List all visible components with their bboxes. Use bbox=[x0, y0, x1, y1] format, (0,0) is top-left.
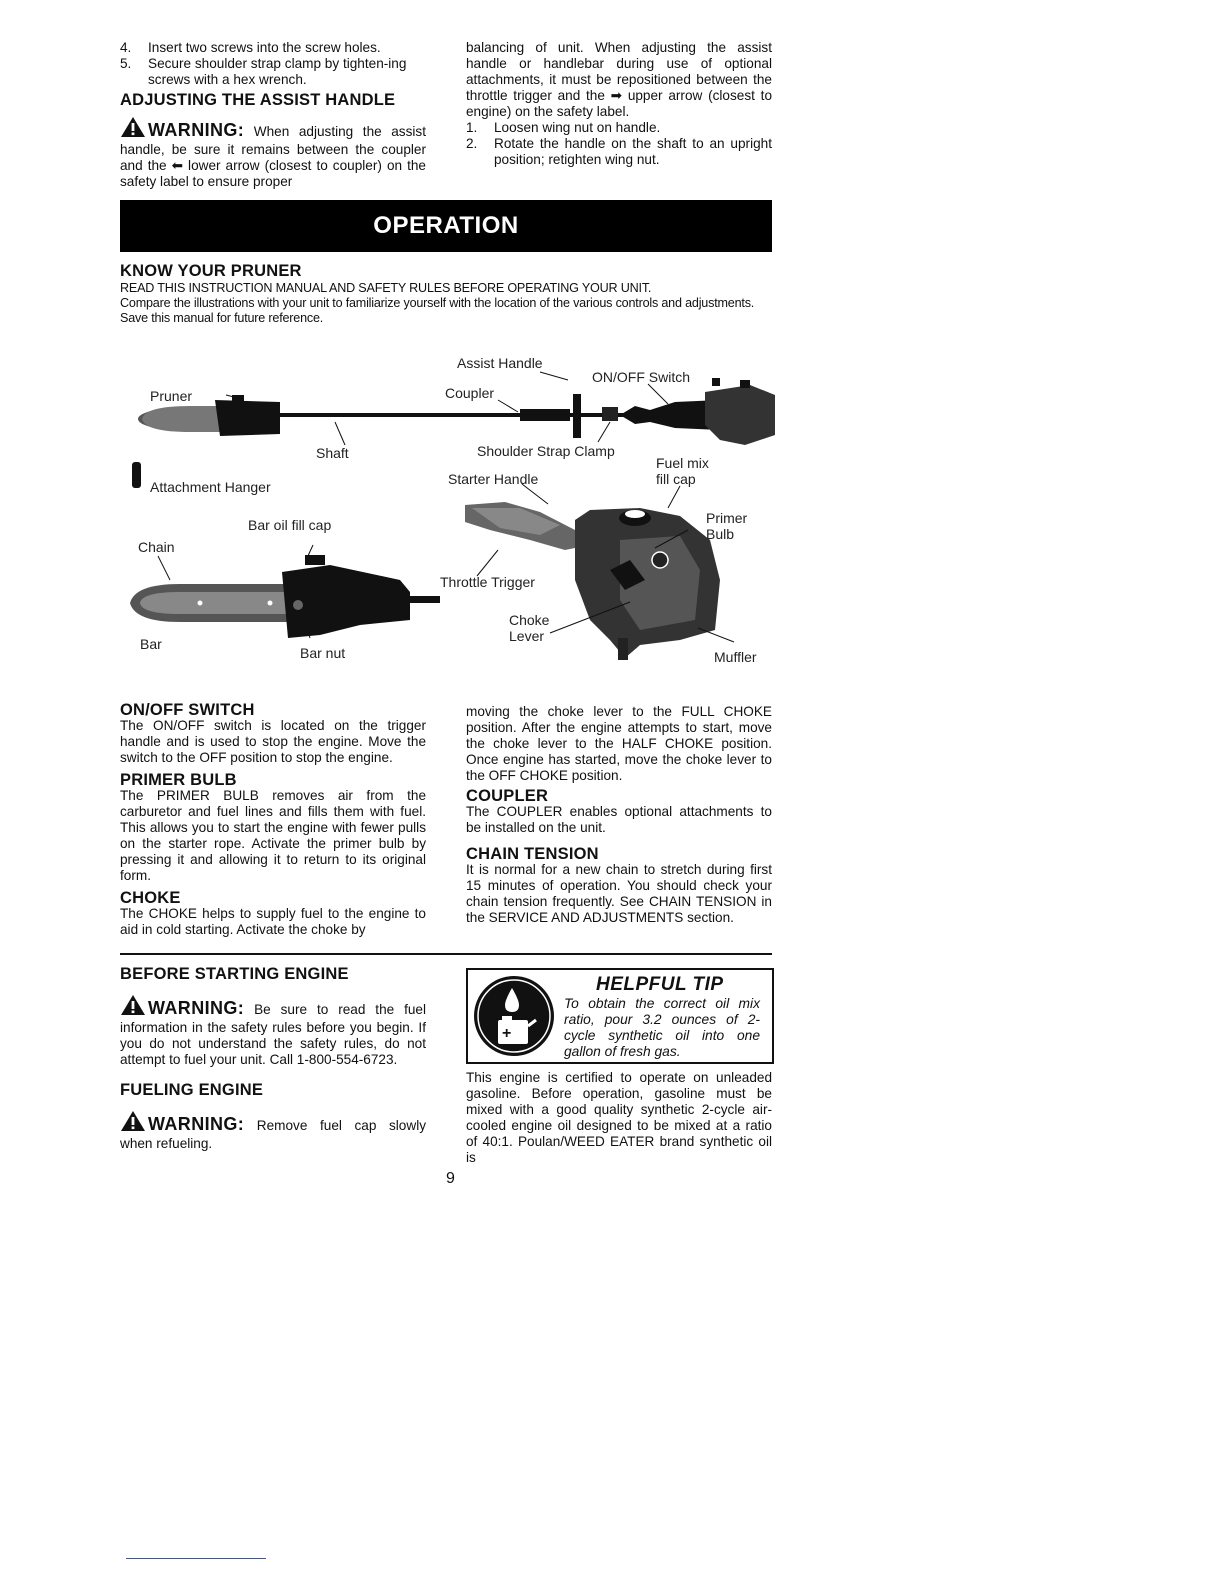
know-section bbox=[120, 262, 772, 326]
pruner-diagram bbox=[120, 340, 780, 680]
top-right-column bbox=[466, 40, 772, 168]
lever-label: Lever bbox=[509, 628, 545, 644]
list-item bbox=[466, 136, 772, 168]
bottom-left-column bbox=[120, 966, 426, 1152]
shoulder-strap-clamp-label: Shoulder Strap Clamp bbox=[477, 443, 615, 459]
list-item bbox=[466, 120, 772, 136]
bar-oil-fill-cap-label: Bar oil fill cap bbox=[248, 517, 332, 533]
know-text: Compare the illustrations with your unit to familiarize yourself with the location of the various controls and adjustments. Save this manual for future reference. bbox=[120, 296, 755, 325]
on-off-switch-label: ON/OFF Switch bbox=[592, 369, 691, 385]
chain-tension-text: It is normal for a new chain to stretch during first 15 minutes of operation. You should check your chain tension frequently. See CHAIN TENSION in the SERVICE AND ADJUSTMENTS section. bbox=[466, 862, 772, 925]
bar-label: Bar bbox=[140, 636, 162, 652]
list-number: 1. bbox=[466, 120, 478, 135]
fill-cap-label: fill cap bbox=[656, 471, 696, 487]
helpful-tip-text: To obtain the correct oil mix ratio, pour 3.2 ounces of 2-cycle synthetic oil into one gallon of fresh gas. bbox=[564, 996, 760, 1059]
choke-text: The CHOKE helps to supply fuel to the engine to aid in cold starting. Activate the choke by bbox=[120, 906, 426, 937]
chain-tension-heading: CHAIN TENSION bbox=[466, 845, 599, 863]
assist-warning bbox=[120, 116, 426, 190]
warning-label: WARNING: bbox=[148, 120, 245, 140]
chain-label: Chain bbox=[138, 539, 175, 555]
bar-nut-label: Bar nut bbox=[300, 645, 346, 661]
engine-text: This engine is certified to operate on unleaded gasoline. Before operation, gasoline must be mixed with a good quality synthetic 2-cycle air-cooled engine oil designed to be mixed at a ratio of 40:1. Poulan/WEED EATER brand synthetic oil is bbox=[466, 1070, 772, 1165]
list-text: Insert two screws into the screw holes. bbox=[148, 40, 381, 55]
section-divider bbox=[120, 953, 772, 955]
choke-heading: CHOKE bbox=[120, 889, 181, 907]
pruner-label: Pruner bbox=[150, 388, 193, 404]
onoff-text: The ON/OFF switch is located on the trigger handle and is used to stop the engine. Move the switch to the OFF position to stop the engine. bbox=[120, 718, 426, 765]
middle-left-column bbox=[120, 702, 426, 938]
before-warning bbox=[120, 994, 426, 1068]
assist-handle-shape bbox=[573, 394, 581, 438]
warning-triangle-icon bbox=[120, 994, 146, 1020]
warning-label: WARNING: bbox=[148, 998, 245, 1018]
list-text: Rotate the handle on the shaft to an upright position; retighten wing nut. bbox=[494, 136, 772, 167]
throttle-trigger-label: Throttle Trigger bbox=[440, 574, 535, 590]
list-item bbox=[120, 56, 426, 88]
attachment-hanger-shape bbox=[132, 462, 141, 488]
assist-handle-heading: ADJUSTING THE ASSIST HANDLE bbox=[120, 91, 396, 109]
assist-handle-label: Assist Handle bbox=[457, 355, 543, 371]
list-number: 2. bbox=[466, 136, 478, 151]
know-heading: KNOW YOUR PRUNER bbox=[120, 262, 302, 280]
operation-banner: OPERATION bbox=[120, 200, 772, 252]
primer-text: The PRIMER BULB removes air from the carburetor and fuel lines and fills them with fuel. This allows you to start the engine with fewer pulls on the starter rope. Activate the primer bulb by pressing it and allowing it to return to its original form. bbox=[120, 788, 426, 883]
coupler-text: The COUPLER enables optional attachments to be installed on the unit. bbox=[466, 804, 772, 835]
attachment-hanger-label: Attachment Hanger bbox=[150, 479, 271, 495]
coupler-shape bbox=[520, 409, 570, 421]
coupler-label: Coupler bbox=[445, 385, 495, 401]
footer-rule bbox=[126, 1558, 266, 1559]
warning-label: WARNING: bbox=[148, 1114, 245, 1134]
bulb-label: Bulb bbox=[706, 526, 735, 542]
assist-warning-text: When adjusting the assist handle, be sure it remains between the coupler and the ⬅ lower arrow (closest to coupler) on the safety label to ensure proper bbox=[120, 124, 426, 189]
know-caps-text: READ THIS INSTRUCTION MANUAL AND SAFETY RULES BEFORE OPERATING YOUR UNIT. bbox=[120, 281, 652, 295]
choke-label: Choke bbox=[509, 612, 550, 628]
fueling-heading: FUELING ENGINE bbox=[120, 1081, 264, 1099]
helpful-tip-box bbox=[466, 968, 774, 1064]
list-text: Loosen wing nut on handle. bbox=[494, 120, 661, 135]
fueling-warning bbox=[120, 1110, 426, 1152]
middle-right-column bbox=[466, 704, 772, 926]
starter-handle-label: Starter Handle bbox=[448, 471, 539, 487]
list-text: Secure shoulder strap clamp by tighten-ing screws with a hex wrench. bbox=[148, 56, 407, 87]
shaft-label: Shaft bbox=[316, 445, 349, 461]
fueling-warning-text: Remove fuel cap slowly when refueling. bbox=[120, 1118, 427, 1151]
muffler-label: Muffler bbox=[714, 649, 757, 665]
list-item bbox=[120, 40, 426, 56]
primer-label: Primer bbox=[706, 510, 748, 526]
coupler-heading: COUPLER bbox=[466, 787, 549, 805]
primer-heading: PRIMER BULB bbox=[120, 771, 237, 789]
choke-continued-text: moving the choke lever to the FULL CHOKE position. After the engine attempts to start, move the choke lever to the HALF CHOKE position. Once engine has started, move the choke lever to the OFF CHOKE position. bbox=[466, 704, 772, 783]
onoff-heading: ON/OFF SWITCH bbox=[120, 701, 255, 719]
warning-triangle-icon bbox=[120, 1110, 146, 1136]
helpful-tip-title: HELPFUL TIP bbox=[596, 974, 724, 995]
top-left-column bbox=[120, 40, 426, 190]
before-starting-heading: BEFORE STARTING ENGINE bbox=[120, 965, 349, 983]
bar-chain-illustration bbox=[130, 555, 440, 638]
fuel-mix-label: Fuel mix bbox=[656, 455, 709, 471]
before-warning-text: Be sure to read the fuel information in the safety rules before you begin. If you do not understand the safety rules, do not attempt to fuel your unit. Call 1-800-554-6723. bbox=[120, 1002, 426, 1067]
clamp-shape bbox=[602, 407, 618, 421]
page-number: 9 bbox=[446, 1170, 455, 1187]
assist-continued-text: balancing of unit. When adjusting the assist handle or handlebar during use of optional attachments, it must be repositioned between the throttle trigger and the ➡ upper arrow (closest to engine) on the safety label. bbox=[466, 40, 772, 119]
list-number: 4. bbox=[120, 40, 132, 55]
svg-text:+: + bbox=[502, 1025, 512, 1042]
list-number: 5. bbox=[120, 56, 132, 71]
oil-can-icon bbox=[472, 974, 556, 1058]
engine-shape bbox=[705, 385, 775, 445]
warning-triangle-icon bbox=[120, 116, 146, 142]
